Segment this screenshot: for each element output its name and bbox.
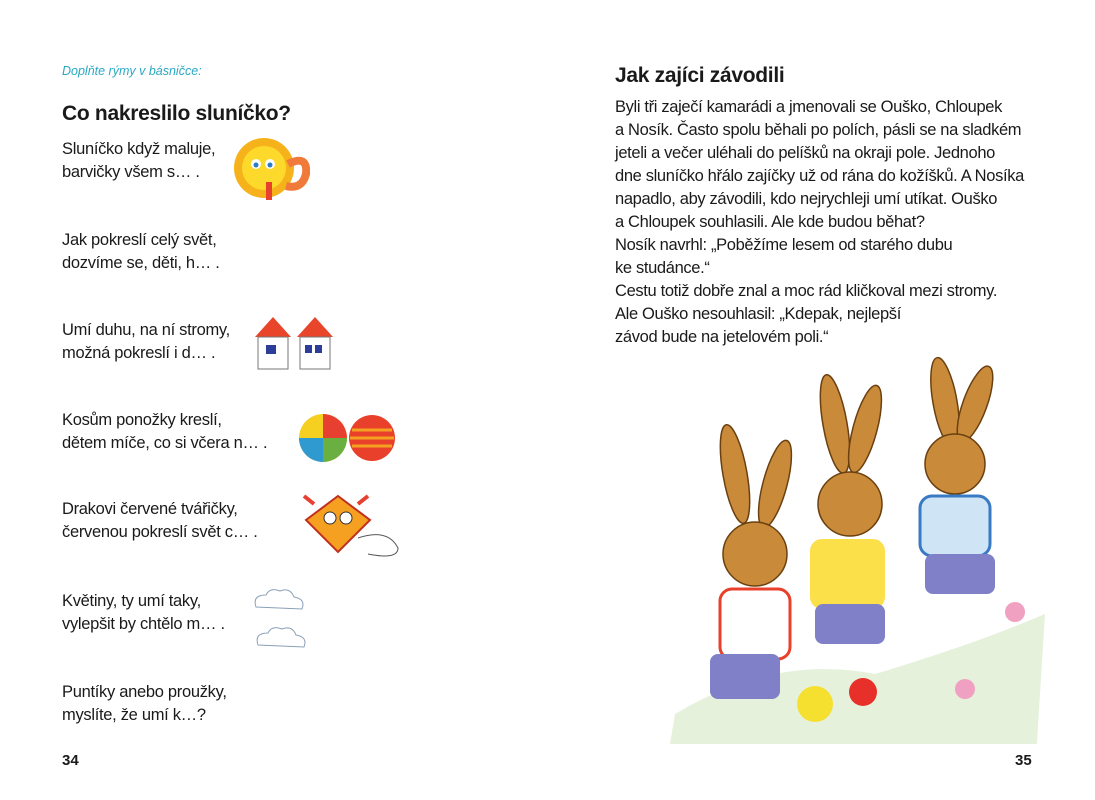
kite-illustration	[298, 490, 410, 560]
balls-illustration	[298, 412, 398, 464]
story-line: napadlo, aby závodili, kdo nejrychleji umí utíkat. Ouško	[615, 190, 998, 208]
poem-title: Co nakreslilo sluníčko?	[62, 102, 291, 125]
story-line: Ale Ouško nesouhlasil: „Kdepak, nejlepší	[615, 305, 901, 323]
story-line: Cestu totiž dobře znal a moc rád kličkoval mezi stromy.	[615, 282, 998, 300]
stanza-line: Sluníčko když maluje,	[62, 140, 216, 158]
clouds-illustration	[250, 585, 310, 655]
stanza-line: myslíte, že umí k…?	[62, 706, 206, 724]
story-line: a Chloupek souhlasili. Ale kde budou běhat?	[615, 213, 925, 231]
stanza-line: dětem míče, co si včera n… .	[62, 434, 268, 452]
story-text	[615, 96, 1024, 349]
stanza-line: červenou pokreslí svět c… .	[62, 523, 258, 541]
houses-illustration	[253, 313, 338, 373]
sun-illustration	[230, 134, 310, 209]
stanza	[62, 229, 220, 275]
stanza-line: Jak pokreslí celý svět,	[62, 231, 217, 249]
stanza-line: dozvíme se, děti, h… .	[62, 254, 220, 272]
stanza-line: Umí duhu, na ní stromy,	[62, 321, 230, 339]
rabbits-illustration	[665, 354, 1045, 744]
stanza	[62, 590, 225, 636]
story-line: jeteli a večer uléhali do pelíšků na okraji pole. Jednoho	[615, 144, 995, 162]
stanza	[62, 681, 227, 727]
stanza-line: Drakovi červené tvářičky,	[62, 500, 238, 518]
stanza	[62, 319, 230, 365]
stanza-line: Puntíky anebo proužky,	[62, 683, 227, 701]
story-title: Jak zajíci závodili	[615, 64, 785, 87]
story-line: dne sluníčko hřálo zajíčky už od rána do kožíšků. A Nosíka	[615, 167, 1024, 185]
story-line: ke studánce.“	[615, 259, 710, 277]
story-line: a Nosík. Často spolu běhali po polích, pásli se na sladkém	[615, 121, 1022, 139]
stanza	[62, 409, 267, 455]
instruction-text: Doplňte rýmy v básničce:	[62, 64, 202, 78]
stanza-line: Květiny, ty umí taky,	[62, 592, 201, 610]
story-line: závod bude na jetelovém poli.“	[615, 328, 829, 346]
page-number: 35	[1015, 752, 1032, 769]
stanza-line: vylepšit by chtělo m… .	[62, 615, 225, 633]
stanza	[62, 138, 215, 184]
page-number: 34	[62, 752, 79, 769]
stanza	[62, 498, 257, 544]
stanza-line: možná pokreslí i d… .	[62, 344, 216, 362]
story-line: Byli tři zaječí kamarádi a jmenovali se Ouško, Chloupek	[615, 98, 1003, 116]
stanza-line: barvičky všem s… .	[62, 163, 200, 181]
stanza-line: Kosům ponožky kreslí,	[62, 411, 222, 429]
story-line: Nosík navrhl: „Poběžíme lesem od starého dubu	[615, 236, 953, 254]
